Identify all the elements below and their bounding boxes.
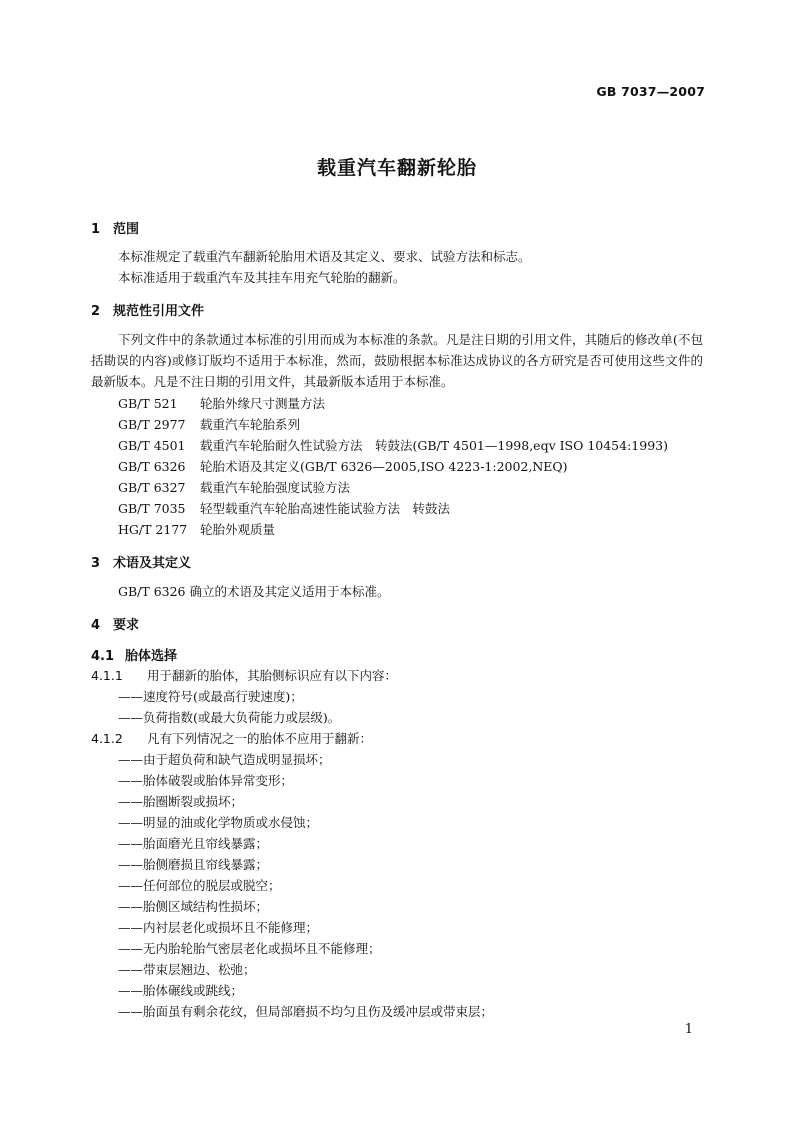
reference-code: GB/T 6326 bbox=[118, 459, 186, 474]
reference-title: 载重汽车轮胎系列 bbox=[200, 417, 301, 432]
list-item: ——带束层翘边、松弛； bbox=[118, 962, 256, 977]
clause-number: 4.1.1 bbox=[91, 668, 123, 683]
clause-4-1-2 bbox=[91, 728, 372, 749]
reference-item bbox=[118, 435, 668, 456]
list-item: ——胎圈断裂或损坏； bbox=[118, 794, 244, 809]
section-2-number: 2 bbox=[91, 304, 101, 319]
section-1-paragraph-2: 本标准适用于载重汽车及其挂车用充气轮胎的翻新。 bbox=[118, 270, 406, 285]
reference-title: 轮胎外缘尺寸测量方法 bbox=[200, 396, 326, 411]
section-1-heading bbox=[91, 218, 139, 237]
section-4-number: 4 bbox=[91, 618, 101, 633]
list-item: ——负荷指数(或最大负荷能力或层级)。 bbox=[118, 710, 341, 725]
reference-title: 轻型载重汽车轮胎高速性能试验方法 转鼓法 bbox=[200, 501, 451, 516]
list-item: ——胎面磨光且帘线暴露； bbox=[118, 836, 269, 851]
list-item: ——内衬层老化或损坏且不能修理； bbox=[118, 920, 319, 935]
section-2-intro-paragraph: 下列文件中的条款通过本标准的引用而成为本标准的条款。凡是注日期的引用文件，其随后的修改单(不包括勘误的内容)或修订版均不适用于本标准，然而，鼓励根据本标准达成协议的各方研究是否可使用这些文件的最新版本。凡是不注日期的引用文件，其最新版本适用于本标准。 bbox=[91, 332, 703, 389]
list-item: ——无内胎轮胎气密层老化或损坏且不能修理； bbox=[118, 941, 381, 956]
reference-item bbox=[118, 456, 568, 477]
clause-text: 用于翻新的胎体，其胎侧标识应有以下内容： bbox=[147, 668, 398, 683]
section-2-heading bbox=[91, 300, 204, 319]
section-1-title: 范围 bbox=[113, 222, 140, 237]
reference-item bbox=[118, 414, 300, 435]
section-3-heading bbox=[91, 552, 191, 571]
section-1-number: 1 bbox=[91, 222, 101, 237]
section-2-title: 规范性引用文件 bbox=[113, 304, 205, 319]
section-3-title: 术语及其定义 bbox=[113, 556, 192, 571]
list-item: ——胎侧磨损且帘线暴露； bbox=[118, 857, 269, 872]
list-item: ——胎侧区域结构性损坏； bbox=[118, 899, 269, 914]
reference-item bbox=[118, 498, 450, 519]
list-item: ——速度符号(或最高行驶速度)； bbox=[118, 689, 303, 704]
section-3-paragraph: GB/T 6326 确立的术语及其定义适用于本标准。 bbox=[118, 584, 390, 599]
subsection-4-1-heading bbox=[91, 645, 177, 664]
reference-code: GB/T 6327 bbox=[118, 480, 186, 495]
list-item: ——胎面虽有剩余花纹，但局部磨损不均匀且伤及缓冲层或带束层； bbox=[118, 1004, 494, 1019]
standard-number: GB 7037—2007 bbox=[596, 84, 705, 99]
reference-code: GB/T 521 bbox=[118, 396, 178, 411]
reference-title: 轮胎外观质量 bbox=[200, 522, 276, 537]
clause-text: 凡有下列情况之一的胎体不应用于翻新： bbox=[147, 731, 373, 746]
reference-item bbox=[118, 519, 275, 540]
clause-number: 4.1.2 bbox=[91, 731, 123, 746]
section-4-title: 要求 bbox=[113, 618, 140, 633]
subsection-number: 4.1 bbox=[91, 649, 115, 664]
reference-title: 轮胎术语及其定义(GB/T 6326—2005,ISO 4223-1:2002,NEQ) bbox=[200, 459, 568, 474]
list-item: ——明显的油或化学物质或水侵蚀； bbox=[118, 815, 319, 830]
reference-code: HG/T 2177 bbox=[118, 522, 188, 537]
document-title: 载重汽车翻新轮胎 bbox=[316, 157, 477, 179]
clause-4-1-1 bbox=[91, 665, 397, 686]
reference-item bbox=[118, 477, 350, 498]
list-item: ——胎体碾线或跳线； bbox=[118, 983, 244, 998]
reference-code: GB/T 4501 bbox=[118, 438, 186, 453]
section-1-paragraph-1: 本标准规定了载重汽车翻新轮胎用术语及其定义、要求、试验方法和标志。 bbox=[118, 249, 531, 264]
reference-title: 载重汽车轮胎强度试验方法 bbox=[200, 480, 351, 495]
subsection-title: 胎体选择 bbox=[125, 649, 178, 664]
list-item: ——由于超负荷和缺气造成明显损坏； bbox=[118, 752, 331, 767]
list-item: ——胎体破裂或胎体异常变形； bbox=[118, 773, 294, 788]
reference-code: GB/T 7035 bbox=[118, 501, 186, 516]
section-4-heading bbox=[91, 614, 139, 633]
list-item: ——任何部位的脱层或脱空； bbox=[118, 878, 281, 893]
reference-code: GB/T 2977 bbox=[118, 417, 186, 432]
page-number: 1 bbox=[684, 1022, 693, 1037]
section-3-number: 3 bbox=[91, 556, 101, 571]
reference-title: 载重汽车轮胎耐久性试验方法 转鼓法(GB/T 4501—1998,eqv ISO 10454:1993) bbox=[200, 438, 668, 453]
reference-item bbox=[118, 393, 325, 414]
